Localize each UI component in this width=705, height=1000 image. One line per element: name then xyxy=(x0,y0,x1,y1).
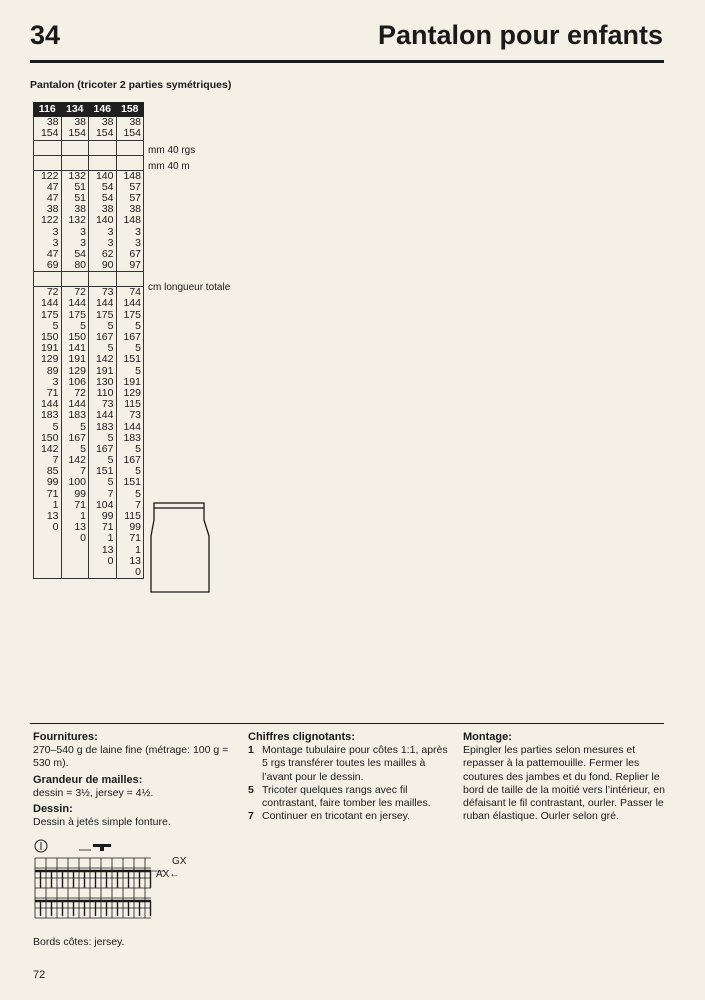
blank-row xyxy=(34,272,144,287)
header-rule xyxy=(30,60,664,63)
table-cell xyxy=(61,170,89,272)
blank-row xyxy=(34,155,144,170)
yarn-carrier-icon xyxy=(93,844,111,851)
table-value: 122 xyxy=(40,169,59,182)
table-value: 13 xyxy=(74,521,86,534)
table-value: 142 xyxy=(40,442,59,455)
table-value: 0 xyxy=(80,532,86,545)
table-cell xyxy=(61,287,89,579)
design-text: Dessin à jetés simple fonture. xyxy=(33,816,171,829)
table-value: 115 xyxy=(124,398,141,411)
table-value: 167 xyxy=(68,431,86,444)
table-value: 191 xyxy=(68,353,86,366)
table-cell xyxy=(89,170,117,272)
table-value: 130 xyxy=(95,375,114,388)
table-value: 38 xyxy=(101,116,114,129)
ax-label: AX← xyxy=(156,869,180,880)
table-value: 62 xyxy=(101,247,114,260)
table-value: 132 xyxy=(68,169,86,182)
gauge-heading: Grandeur de mailles: xyxy=(33,773,143,786)
stitch-gauge-stitches-label: mm 40 m xyxy=(148,161,190,172)
total-length-label: cm longueur totale xyxy=(148,282,231,293)
table-value: 183 xyxy=(95,420,114,433)
blinking-item xyxy=(248,744,454,784)
table-value: 72 xyxy=(74,386,86,399)
size-header: 146 xyxy=(89,103,117,117)
gauge-text: dessin = 3½, jersey = 4½. xyxy=(33,786,154,799)
table-value: 5 xyxy=(135,465,141,478)
table-value: 148 xyxy=(123,214,141,227)
table-cell xyxy=(34,287,62,579)
table-value: 80 xyxy=(74,259,86,272)
blinking-heading: Chiffres clignotants: xyxy=(248,731,355,743)
table-cell xyxy=(61,117,89,140)
table-value: 5 xyxy=(135,319,141,332)
table-value: 150 xyxy=(40,431,59,444)
table-value: 144 xyxy=(95,297,114,310)
blank-row xyxy=(34,140,144,155)
table-value: 1 xyxy=(52,498,59,511)
table-value: 144 xyxy=(40,297,59,310)
table-value: 3 xyxy=(52,225,59,238)
table-value: 99 xyxy=(46,476,59,489)
footer-page-number: 72 xyxy=(33,969,46,981)
table-value: 73 xyxy=(101,398,114,411)
table-value: 73 xyxy=(129,409,141,422)
table-value: 3 xyxy=(107,225,114,238)
supplies-column xyxy=(33,731,233,829)
supplies-text: 270–540 g de laine fine (métrage: 100 g = 530 m). xyxy=(33,744,229,770)
table-value: 99 xyxy=(74,487,86,500)
table-value: 99 xyxy=(101,510,114,523)
table-value: 1 xyxy=(107,532,114,545)
section-divider xyxy=(30,723,664,724)
table-value: 38 xyxy=(74,203,86,216)
table-value: 97 xyxy=(129,259,141,272)
table-cell xyxy=(116,117,144,140)
table-value: 129 xyxy=(123,386,141,399)
blinking-item-text: Continuer en tricotant en jersey. xyxy=(262,810,411,823)
table-value: 51 xyxy=(74,191,86,204)
table-value: 140 xyxy=(95,169,114,182)
table-value: 175 xyxy=(123,308,141,321)
table-value: 57 xyxy=(129,180,141,193)
table-value: 167 xyxy=(123,454,141,467)
assembly-column xyxy=(463,731,668,823)
table-value: 144 xyxy=(40,398,59,411)
table-value: 69 xyxy=(46,259,59,272)
table-value: 71 xyxy=(129,532,141,545)
table-value: 99 xyxy=(129,521,141,534)
table-value: 89 xyxy=(46,364,59,377)
table-value: 38 xyxy=(129,203,141,216)
table-value: 106 xyxy=(68,375,86,388)
table-value: 5 xyxy=(52,420,59,433)
table-cell xyxy=(89,117,117,140)
table-value: 71 xyxy=(74,498,86,511)
table-value: 0 xyxy=(52,521,59,534)
table-value: 183 xyxy=(123,431,141,444)
table-value: 5 xyxy=(135,364,141,377)
table-value: 5 xyxy=(107,319,114,332)
table-value: 5 xyxy=(135,442,141,455)
table-value: 110 xyxy=(96,386,114,399)
table-value: 38 xyxy=(101,203,114,216)
table-value: 85 xyxy=(46,465,59,478)
size-header: 116 xyxy=(34,103,62,117)
table-value: 13 xyxy=(129,554,141,567)
supplies-heading: Fournitures: xyxy=(33,731,98,743)
table-value: 3 xyxy=(135,236,141,249)
table-value: 74 xyxy=(129,286,141,299)
table-value: 144 xyxy=(123,420,141,433)
table-value: 5 xyxy=(80,319,86,332)
table-value: 5 xyxy=(52,319,59,332)
table-value: 191 xyxy=(95,364,114,377)
pants-shape-diagram xyxy=(150,502,212,594)
table-value: 47 xyxy=(46,180,59,193)
table-value: 3 xyxy=(80,236,86,249)
table-value: 38 xyxy=(46,116,59,129)
table-value: 5 xyxy=(135,487,141,500)
table-value: 5 xyxy=(107,431,114,444)
table-value: 154 xyxy=(68,127,86,140)
stitch-gauge-rows-label: mm 40 rgs xyxy=(148,145,196,156)
table-value: 73 xyxy=(101,286,114,299)
page-title: Pantalon pour enfants xyxy=(377,20,663,50)
table-value: 148 xyxy=(123,169,141,182)
blinking-item xyxy=(248,810,454,823)
table-value: 5 xyxy=(107,342,114,355)
table-value: 13 xyxy=(46,510,59,523)
table-value: 129 xyxy=(68,364,86,377)
table-value: 144 xyxy=(68,297,86,310)
table-value: 5 xyxy=(107,476,114,489)
table-value: 175 xyxy=(95,308,114,321)
blinking-item-number: 7 xyxy=(248,810,254,823)
table-value: 54 xyxy=(74,247,86,260)
table-value: 7 xyxy=(107,487,114,500)
design-heading: Dessin: xyxy=(33,803,73,816)
table-value: 71 xyxy=(101,521,114,534)
table-value: 38 xyxy=(46,203,59,216)
table-value: 67 xyxy=(129,247,141,260)
table-value: 154 xyxy=(40,127,59,140)
blinking-item-text: Montage tubulaire pour côtes 1:1, après 5 rgs transférer toutes les mailles à l’avant pour le dessin. xyxy=(262,744,448,783)
table-value: 167 xyxy=(123,331,141,344)
stitch-pattern-diagram xyxy=(33,838,165,934)
table-value: 38 xyxy=(129,116,141,129)
table-value: 72 xyxy=(74,286,86,299)
table-value: 141 xyxy=(68,342,86,355)
table-value: 3 xyxy=(80,225,86,238)
table-value: 183 xyxy=(68,409,86,422)
knitting-pattern-table xyxy=(33,102,144,579)
table-value: 5 xyxy=(80,442,86,455)
table-value: 47 xyxy=(46,191,59,204)
table-value: 191 xyxy=(123,375,141,388)
gx-label: GX xyxy=(172,856,187,867)
table-value: 57 xyxy=(129,191,141,204)
table-block xyxy=(34,117,144,140)
assembly-text: Epingler les parties selon mesures et repasser à la pattemouille. Fermer les coutures des jambes et du fond. Replier le bord de taille de la moitié vers l’intérieur, en défaisant le fil contrastant, ourler. Passer le ruban élastique. Ourler selon gré. xyxy=(463,744,665,823)
table-value: 132 xyxy=(68,214,86,227)
table-value: 0 xyxy=(135,565,141,578)
table-value: 1 xyxy=(80,510,86,523)
table-value: 51 xyxy=(74,180,86,193)
table-block xyxy=(34,170,144,272)
table-value: 144 xyxy=(95,409,114,422)
table-value: 54 xyxy=(101,180,114,193)
table-value: 122 xyxy=(40,214,59,227)
table-value: 38 xyxy=(74,116,86,129)
table-value: 90 xyxy=(101,259,114,272)
size-header: 134 xyxy=(61,103,89,117)
table-value: 71 xyxy=(46,386,59,399)
table-value: 167 xyxy=(95,442,114,455)
rib-note: Bords côtes: jersey. xyxy=(33,936,125,948)
table-value: 0 xyxy=(107,554,114,567)
table-value: 5 xyxy=(107,454,114,467)
table-value: 151 xyxy=(123,476,141,489)
blinking-item-number: 1 xyxy=(248,744,254,757)
table-value: 71 xyxy=(46,487,59,500)
table-value: 3 xyxy=(107,236,114,249)
table-value: 144 xyxy=(68,398,86,411)
blinking-item xyxy=(248,784,454,810)
blinking-item-text: Tricoter quelques rangs avec fil contrastant, faire tomber les mailles. xyxy=(262,783,431,810)
blinking-item-number: 5 xyxy=(248,783,254,796)
table-value: 151 xyxy=(123,353,141,366)
table-value: 175 xyxy=(40,308,59,321)
table-value: 3 xyxy=(135,225,141,238)
table-value: 13 xyxy=(101,543,114,556)
table-value: 100 xyxy=(68,476,86,489)
table-value: 72 xyxy=(46,286,59,299)
table-value: 115 xyxy=(124,510,141,523)
size-header-row xyxy=(34,103,144,117)
table-value: 150 xyxy=(40,331,59,344)
table-value: 140 xyxy=(95,214,114,227)
section-heading: Pantalon (tricoter 2 parties symétriques) xyxy=(30,79,232,91)
page-number: 34 xyxy=(30,20,61,50)
size-header: 158 xyxy=(116,103,144,117)
table-value: 150 xyxy=(68,331,86,344)
table-value: 129 xyxy=(40,353,59,366)
table-value: 5 xyxy=(80,420,86,433)
table-value: 3 xyxy=(52,375,59,388)
table-cell xyxy=(34,117,62,140)
table-value: 7 xyxy=(135,498,141,511)
table-value: 167 xyxy=(95,331,114,344)
table-block xyxy=(34,287,144,579)
table-cell xyxy=(34,170,62,272)
blinking-numbers-column xyxy=(248,731,454,823)
table-value: 104 xyxy=(95,498,114,511)
table-cell xyxy=(116,287,144,579)
table-value: 154 xyxy=(123,127,141,140)
table-value: 3 xyxy=(52,236,59,249)
table-value: 175 xyxy=(68,308,86,321)
table-value: 144 xyxy=(123,297,141,310)
table-value: 191 xyxy=(40,342,59,355)
table-value: 183 xyxy=(40,409,59,422)
table-value: 54 xyxy=(101,191,114,204)
table-value: 1 xyxy=(135,543,141,556)
table-value: 142 xyxy=(95,353,114,366)
table-value: 47 xyxy=(46,247,59,260)
table-value: 142 xyxy=(68,454,86,467)
table-value: 7 xyxy=(52,454,59,467)
table-value: 154 xyxy=(95,127,114,140)
assembly-heading: Montage: xyxy=(463,731,512,743)
table-value: 151 xyxy=(95,465,114,478)
table-cell xyxy=(116,170,144,272)
table-value: 7 xyxy=(80,465,86,478)
table-cell xyxy=(89,287,117,579)
table-value: 5 xyxy=(135,342,141,355)
